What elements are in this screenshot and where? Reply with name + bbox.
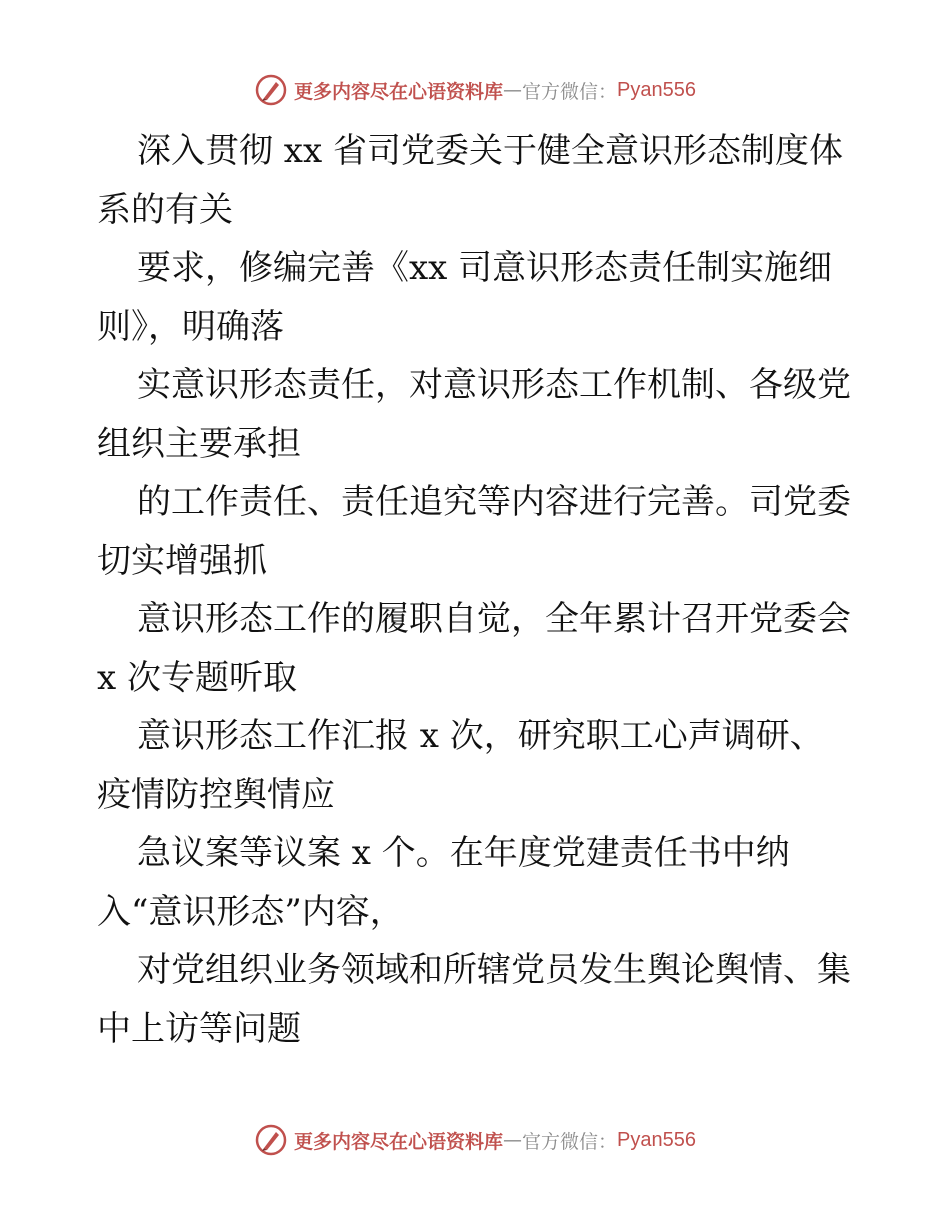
document-body (97, 122, 867, 1058)
watermark-wechat-label: 官方微信： (522, 1130, 618, 1153)
watermark-wechat-id: Pyan556 (617, 1128, 696, 1151)
footer-watermark (0, 1120, 950, 1160)
header-watermark (0, 70, 950, 110)
watermark-separator: — (503, 1129, 523, 1151)
body-line: 组织主要承担 (97, 423, 301, 464)
watermark-separator: — (503, 79, 523, 101)
body-line: 对党组织业务领域和所辖党员发生舆论舆情、集 (137, 950, 851, 990)
watermark-wechat-id: Pyan556 (617, 78, 696, 101)
body-line: 疫情防控舆情应 (97, 774, 335, 815)
watermark-main-text: 更多内容尽在心语资料库 (294, 80, 504, 103)
pen-logo-icon (254, 1123, 288, 1157)
body-line: 意识形态工作的履职自觉，全年累计召开党委会 (137, 599, 851, 639)
body-line: 深入贯彻 xx 省司党委关于健全意识形态制度体 (137, 131, 843, 171)
body-line: 中上访等问题 (97, 1008, 301, 1049)
body-line: 切实增强抓 (97, 540, 267, 581)
body-line: 急议案等议案 x 个。在年度党建责任书中纳 (137, 833, 790, 873)
body-line: 意识形态工作汇报 x 次，研究职工心声调研、 (137, 716, 824, 756)
body-line: 则》，明确落 (97, 306, 284, 347)
body-line: 的工作责任、责任追究等内容进行完善。司党委 (137, 482, 851, 522)
watermark-main-text: 更多内容尽在心语资料库 (294, 1130, 504, 1153)
body-line: 系的有关 (97, 189, 233, 230)
pen-logo-icon (254, 73, 288, 107)
body-line: 入“意识形态”内容， (97, 891, 404, 932)
body-line: x 次专题听取 (97, 657, 297, 698)
watermark-wechat-label: 官方微信： (522, 80, 618, 103)
body-line: 实意识形态责任，对意识形态工作机制、各级党 (137, 365, 851, 405)
body-line: 要求，修编完善《xx 司意识形态责任制实施细 (137, 248, 833, 288)
